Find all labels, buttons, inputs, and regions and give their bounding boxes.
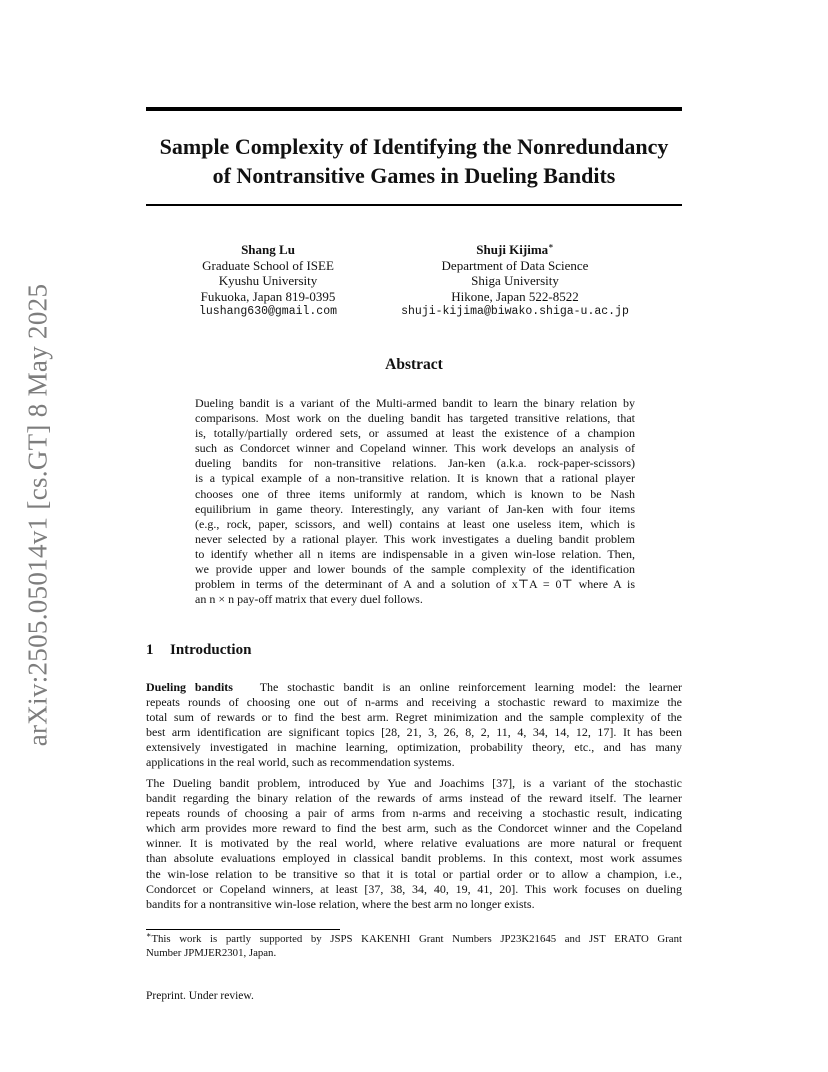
paragraph-line: extensively investigated in machine learning, optimization, probability theory, etc., and has many (146, 740, 682, 755)
abstract-line: Dueling bandit is a variant of the Multi-armed bandit to learn the binary relation by (195, 396, 635, 410)
title-top-rule (146, 107, 682, 111)
paragraph-line: applications in the real world, such as recommendation systems. (146, 755, 455, 770)
author-affiliation: Shiga University (471, 273, 559, 288)
footnote-mark[interactable]: ∗ (548, 241, 554, 251)
section-title: Introduction (170, 642, 252, 658)
author-name: Shang Lu (241, 242, 295, 257)
abstract-line: chooses one of three items uniformly at random, which is known to be Nash (195, 486, 635, 501)
arxiv-stamp: arXiv:2505.05014v1 [cs.GT] 8 May 2025 (22, 283, 53, 747)
paragraph-line: bandit regarding the binary relation of the rewards of arms instead of the reward itself. The learner (146, 791, 682, 806)
paragraph-line: repeats rounds of choosing a pair of arms from n-arms and receiving a stochastic result, indicating (146, 806, 682, 821)
paragraph-line: Condorcet or Copeland winners, at least [37, 38, 34, 40, 19, 41, 20]. This work focuses on dueling (146, 881, 682, 896)
abstract-line: dueling bandits for non-transitive relations. Jan-ken (a.k.a. rock-paper-scissors) (195, 456, 635, 471)
footnote-line: ∗This work is partly supported by JSPS KAKENHI Grant Numbers JP23K21645 and JST ERATO Grant (146, 930, 682, 945)
paragraph-line: Dueling bandits The stochastic bandit is an online reinforcement learning model: the learner (146, 680, 683, 694)
title-bottom-rule (146, 204, 682, 206)
author-address: Hikone, Japan 522-8522 (451, 288, 579, 304)
abstract-line: comparisons. Most work on the dueling bandit has targeted transitive relations, that (195, 411, 635, 426)
abstract-line: (e.g., rock, paper, scissors, and well) contains at least one useless item, which is (195, 516, 635, 531)
abstract-heading: Abstract (385, 356, 443, 373)
paragraph-line: total sum of rewards or to find the best arm. Regret minimization and the sample complexity of the (146, 710, 682, 725)
author-affiliation: Department of Data Science (441, 257, 589, 273)
paragraph-line: which arm provides more reward to find the best arm, such as the Condorcet winner and the Copeland (146, 821, 682, 836)
title-line: of Nontransitive Games in Dueling Bandits (212, 163, 616, 188)
abstract-line: is a typical example of a non-transitive relation. It is known that a rational player (195, 471, 635, 486)
paragraph-line: than absolute evaluations employed in classical bandit problems. In this context, most work assumes (146, 851, 682, 866)
abstract-line: is, totally/partially ordered sets, or assumed at least the existence of a champion (195, 426, 635, 441)
abstract-line: an n × n pay-off matrix that every duel follows. (195, 592, 423, 607)
author-block (386, 242, 644, 320)
author-email[interactable]: lushang630@gmail.com (198, 305, 338, 318)
preprint-footer: Preprint. Under review. (146, 990, 254, 1002)
paper-title (146, 132, 682, 190)
author-affiliation: Graduate School of ISEE (202, 257, 334, 273)
paragraph-line: best arm identification are significant topics [28, 21, 3, 26, 8, 2, 11, 4, 34, 14, 12, 17]. It has been (146, 725, 682, 740)
author-block (170, 242, 366, 320)
abstract-line: problem in terms of the determinant of A and a solution of x⊤A = 0⊤ where A is (195, 577, 635, 592)
paragraph-line: repeats rounds of choosing one out of n-arms and receiving a stochastic reward to maximize the (146, 695, 682, 710)
intro-paragraph (146, 776, 682, 912)
section-number: 1 (146, 642, 154, 658)
paragraph-lead: Dueling bandits (146, 680, 233, 694)
intro-paragraph (146, 680, 682, 771)
author-email[interactable]: shuji-kijima@biwako.shiga-u.ac.jp (401, 305, 629, 318)
abstract-line: such as Condorcet winner and Copeland winner. This work develops an analysis of (195, 441, 635, 456)
abstract-line: equilibrium in game theory. Interestingly, any variant of Jan-ken with four items (195, 501, 635, 516)
footnote-mark: ∗ (146, 930, 152, 940)
footnote (146, 932, 682, 960)
author-address: Fukuoka, Japan 819-0395 (200, 288, 336, 304)
section-heading (146, 642, 251, 659)
author-affiliation: Kyushu University (218, 273, 318, 288)
paragraph-line: winner. It is motivated by the real world, where relative evaluations are more natural or frequent (146, 836, 682, 851)
title-line: Sample Complexity of Identifying the Nonredundancy (159, 134, 669, 159)
abstract-line: never selected by a rational player. This work investigates a dueling bandit problem (195, 531, 635, 546)
paragraph-line: bandits for a nontransitive win-lose relation, where the best arm no longer exists. (146, 896, 535, 911)
footnote-line: Number JPMJER2301, Japan. (146, 947, 277, 959)
paragraph-line: the win-lose relation to be transitive so that it is total or partial order or to allow a champion, i.e., (146, 866, 682, 881)
author-name: Shuji Kijima∗ (476, 241, 554, 257)
paragraph-line: The Dueling bandit problem, introduced by Yue and Joachims [37], is a variant of the stochastic (146, 776, 682, 790)
abstract-body (195, 396, 635, 607)
abstract-line: to identify whether all n items are indispensable in a given win-lose relation. Then, (195, 546, 635, 561)
footnote-rule (146, 929, 340, 930)
abstract-line: we provide upper and lower bounds of the sample complexity of the identification (195, 562, 635, 577)
